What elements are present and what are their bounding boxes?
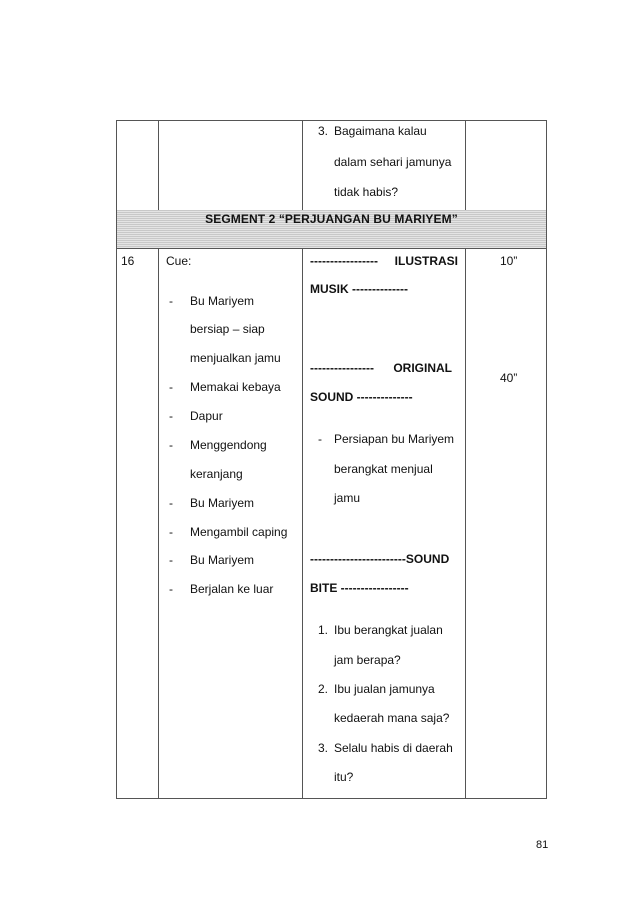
cue-bullet-4: - — [169, 438, 173, 452]
cue-2-line-1: Memakai kebaya — [190, 380, 281, 394]
sb-question-3-line-2: itu? — [334, 770, 354, 784]
segment-header — [117, 210, 546, 248]
cue-6-line-1: Mengambil caping — [190, 525, 288, 539]
cue-bullet-3: - — [169, 409, 173, 423]
table-top-border — [116, 120, 547, 121]
col-divider-1-top — [158, 120, 159, 210]
cue-label: Cue: — [166, 254, 192, 268]
prev-question-line-3: tidak habis? — [334, 185, 399, 199]
cue-1-line-3: menjualkan jamu — [190, 351, 281, 365]
cue-5-line-1: Bu Mariyem — [190, 496, 255, 510]
col-divider-1-bottom — [158, 248, 159, 798]
cue-4-line-2: keranjang — [190, 467, 243, 481]
table-bottom-border — [116, 798, 547, 799]
col-divider-3-bottom — [465, 248, 466, 798]
sb-question-2-line-2: kedaerah mana saja? — [334, 711, 450, 725]
sb-question-1-number: 1. — [318, 623, 329, 637]
ilustrasi-label: ILUSTRASI — [394, 254, 458, 268]
col-divider-3-top — [465, 120, 466, 210]
os-line-1: Persiapan bu Mariyem — [334, 432, 455, 446]
cue-bullet-6: - — [169, 525, 173, 539]
prev-question-line-1: Bagaimana kalau — [334, 124, 427, 138]
os-line-2: berangkat menjual — [334, 462, 433, 476]
segment-bottom-border — [116, 248, 547, 249]
prev-question-number: 3. — [318, 124, 329, 138]
segment-title: SEGMENT 2 “PERJUANGAN BU MARIYEM” — [205, 212, 458, 226]
table-right-border — [546, 120, 547, 799]
soundbite-line-1: ------------------------SOUND — [310, 552, 450, 566]
duration-2: 40” — [500, 371, 518, 385]
duration-1: 10” — [500, 254, 518, 268]
cue-bullet-8: - — [169, 582, 173, 596]
cue-bullet-7: - — [169, 553, 173, 567]
cue-bullet-5: - — [169, 496, 173, 510]
original-label: ORIGINAL — [393, 361, 452, 375]
sb-question-3-number: 3. — [318, 741, 329, 755]
col-divider-2-bottom — [302, 248, 303, 798]
sb-question-3-line-1: Selalu habis di daerah — [334, 741, 453, 755]
cue-4-line-1: Menggendong — [190, 438, 267, 452]
row-number: 16 — [121, 254, 135, 268]
sb-question-2-line-1: Ibu jualan jamunya — [334, 682, 435, 696]
ilustrasi-dashes: ----------------- — [310, 254, 378, 268]
page-number: 81 — [536, 839, 549, 851]
cue-1-line-1: Bu Mariyem — [190, 294, 255, 308]
original-heading — [310, 361, 452, 375]
cue-8-line-1: Berjalan ke luar — [190, 582, 274, 596]
original-line-2: SOUND -------------- — [310, 390, 413, 404]
soundbite-line-2: BITE ----------------- — [310, 581, 409, 595]
os-bullet: - — [318, 432, 322, 446]
cue-7-line-1: Bu Mariyem — [190, 553, 255, 567]
cue-1-line-2: bersiap – siap — [190, 322, 265, 336]
sb-question-1-line-1: Ibu berangkat jualan — [334, 623, 443, 637]
cue-bullet-2: - — [169, 380, 173, 394]
sb-question-2-number: 2. — [318, 682, 329, 696]
original-dashes: ---------------- — [310, 361, 374, 375]
prev-question-line-2: dalam sehari jamunya — [334, 155, 452, 169]
col-divider-2-top — [302, 120, 303, 210]
ilustrasi-heading — [310, 254, 458, 268]
ilustrasi-line-2: MUSIK -------------- — [310, 282, 408, 296]
cue-3-line-1: Dapur — [190, 409, 223, 423]
sb-question-1-line-2: jam berapa? — [334, 653, 401, 667]
os-line-3: jamu — [334, 491, 361, 505]
cue-bullet-1: - — [169, 294, 173, 308]
